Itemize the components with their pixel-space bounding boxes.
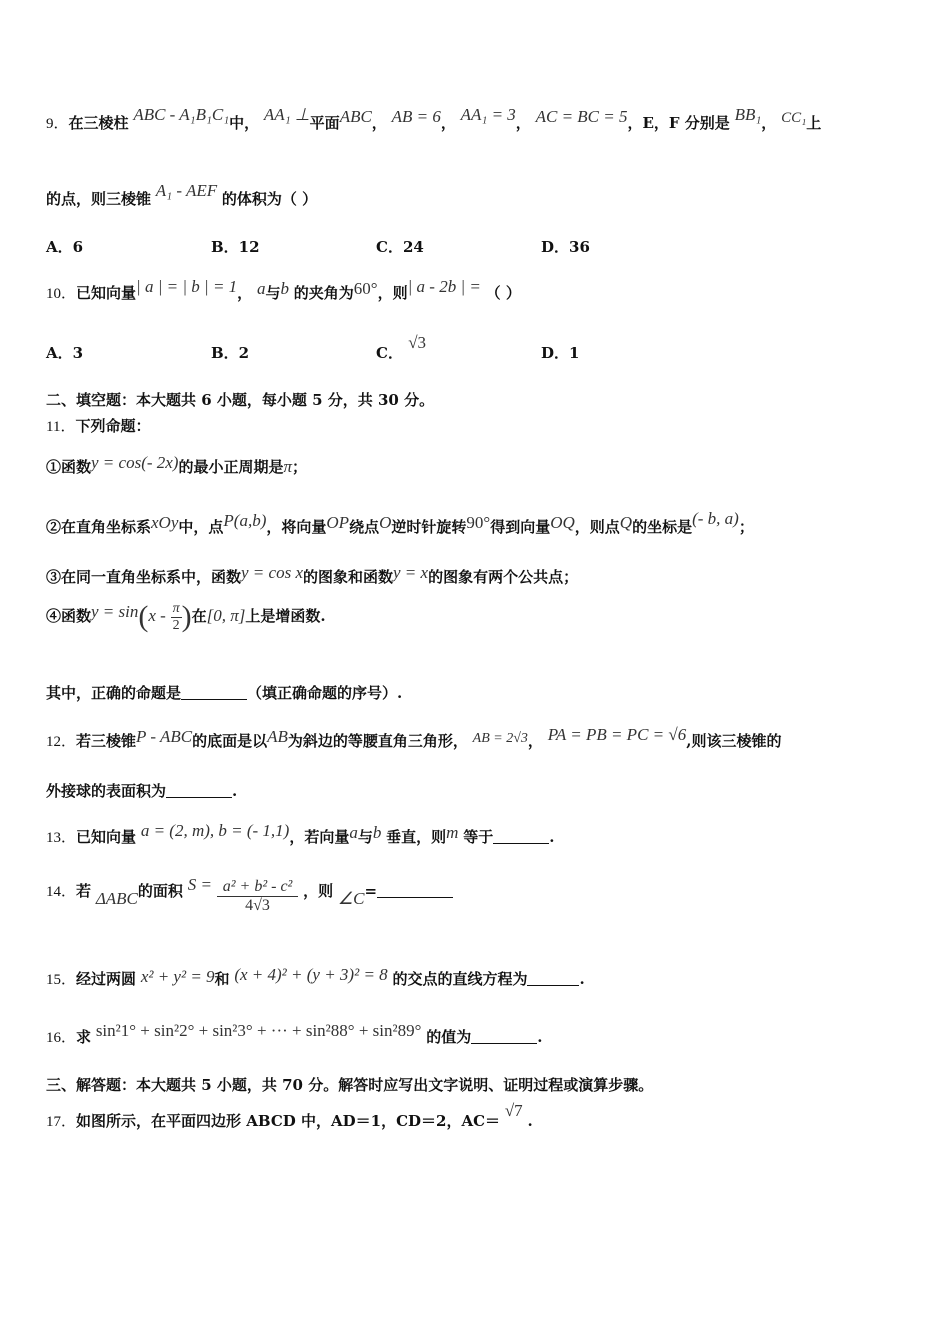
answer-blank[interactable] [166,783,232,798]
q10-option-c[interactable]: C． √3 [376,333,427,362]
q9-option-c[interactable]: C．24 [376,238,424,256]
q9-line2: 的点，则三棱锥 A₁ - AEF 的体积为（ ） [46,181,318,208]
q10-line1: 10．已知向量| a | = | b | = 1， a与b 的夹角为60°，则| a - 2b | = （ ） [46,277,521,302]
q12-line2: 外接球的表面积为 . [46,782,238,800]
q9-prism-formula: ABC - A₁B₁C₁ [133,105,230,124]
answer-blank[interactable] [471,1029,537,1044]
section-3-heading: 三、解答题：本大题共 5 小题，共 70 分。解答时应写出文字说明、证明过程或演算步骤。 [46,1076,654,1094]
q16-number: 16． [46,1030,77,1046]
q11-statement-4: ④函数y = sin(x - $\frac{\pi}{2}$ )在[0, π]上是增函数. [46,600,326,633]
q11-number: 11． [46,419,76,435]
q11-intro: 11．下列命题： [46,417,151,435]
sqrt3-value: √3 [408,333,427,352]
answer-blank[interactable] [181,685,247,700]
q10-option-b[interactable]: B．2 [211,344,250,362]
q9-option-a[interactable]: A．6 [46,238,84,256]
q11-statement-1: ①函数y = cos(- 2x)的最小正周期是π； [46,453,308,476]
q14-number: 14． [46,884,77,900]
q10-number: 10． [46,286,77,302]
q11-answer-line: 其中，正确的命题是 （填正确命题的序号）. [46,684,403,702]
q14-line: 14．若 ΔABC的面积 S = $\frac{\text{a² + b² - c²}}{4√3}$ ，则 ∠C= [46,874,453,915]
area-formula-fraction: $\frac{\text{a² + b² - c²}}{4√3}$ [217,878,299,915]
q13-line: 13．已知向量 a = (2, m), b = (- 1,1)，若向量a与b 垂直，则m 等于 . [46,821,555,846]
q11-statement-3: ③在同一直角坐标系中，函数y = cos x的图象和函数y = x的图象有两个公共点； [46,563,579,586]
q12-line1: 12．若三棱锥P - ABC的底面是以AB为斜边的等腰直角三角形， AB = 2√3， PA = PB = PC = √6,则该三棱锥的 [46,725,782,750]
pi-over-2-fraction: $\frac{\pi}{2}$ [172,600,180,633]
q16-line: 16．求 sin²1° + sin²2° + sin²3° + ··· + sin²88° + sin²89° 的值为 . [46,1021,543,1046]
q9-option-d[interactable]: D．36 [541,238,590,256]
section-2-heading: 二、填空题：本大题共 6 小题，每小题 5 分，共 30 分。 [46,391,435,409]
q9-option-b[interactable]: B．12 [211,238,260,256]
q13-number: 13． [46,830,77,846]
q11-statement-2: ②在直角坐标系xOy中，点P(a,b)，将向量OP绕点O逆时针旋转90°得到向量OQ，则点Q的坐标是(- b, a)； [46,509,754,536]
answer-blank[interactable] [527,971,579,986]
q12-number: 12． [46,734,77,750]
q9-line1: 9．在三棱柱 ABC - A₁B₁C₁中， AA₁ ⊥平面ABC， AB = 6， AA₁ = 3， AC = BC = 5，E，F 分别是 BB₁， CC₁上 [46,105,822,132]
q9-number: 9． [46,116,69,132]
q17-line: 17．如图所示，在平面四边形 ABCD 中，AD＝1，CD＝2，AC＝ √7 . [46,1101,533,1130]
q15-number: 15． [46,972,77,988]
q10-option-a[interactable]: A．3 [46,344,84,362]
q15-line: 15．经过两圆 x² + y² = 9和 (x + 4)² + (y + 3)² = 8 的交点的直线方程为 . [46,965,585,988]
q17-number: 17． [46,1114,77,1130]
answer-blank[interactable] [493,829,549,844]
q10-option-d[interactable]: D．1 [541,344,580,362]
answer-blank[interactable] [377,883,453,898]
